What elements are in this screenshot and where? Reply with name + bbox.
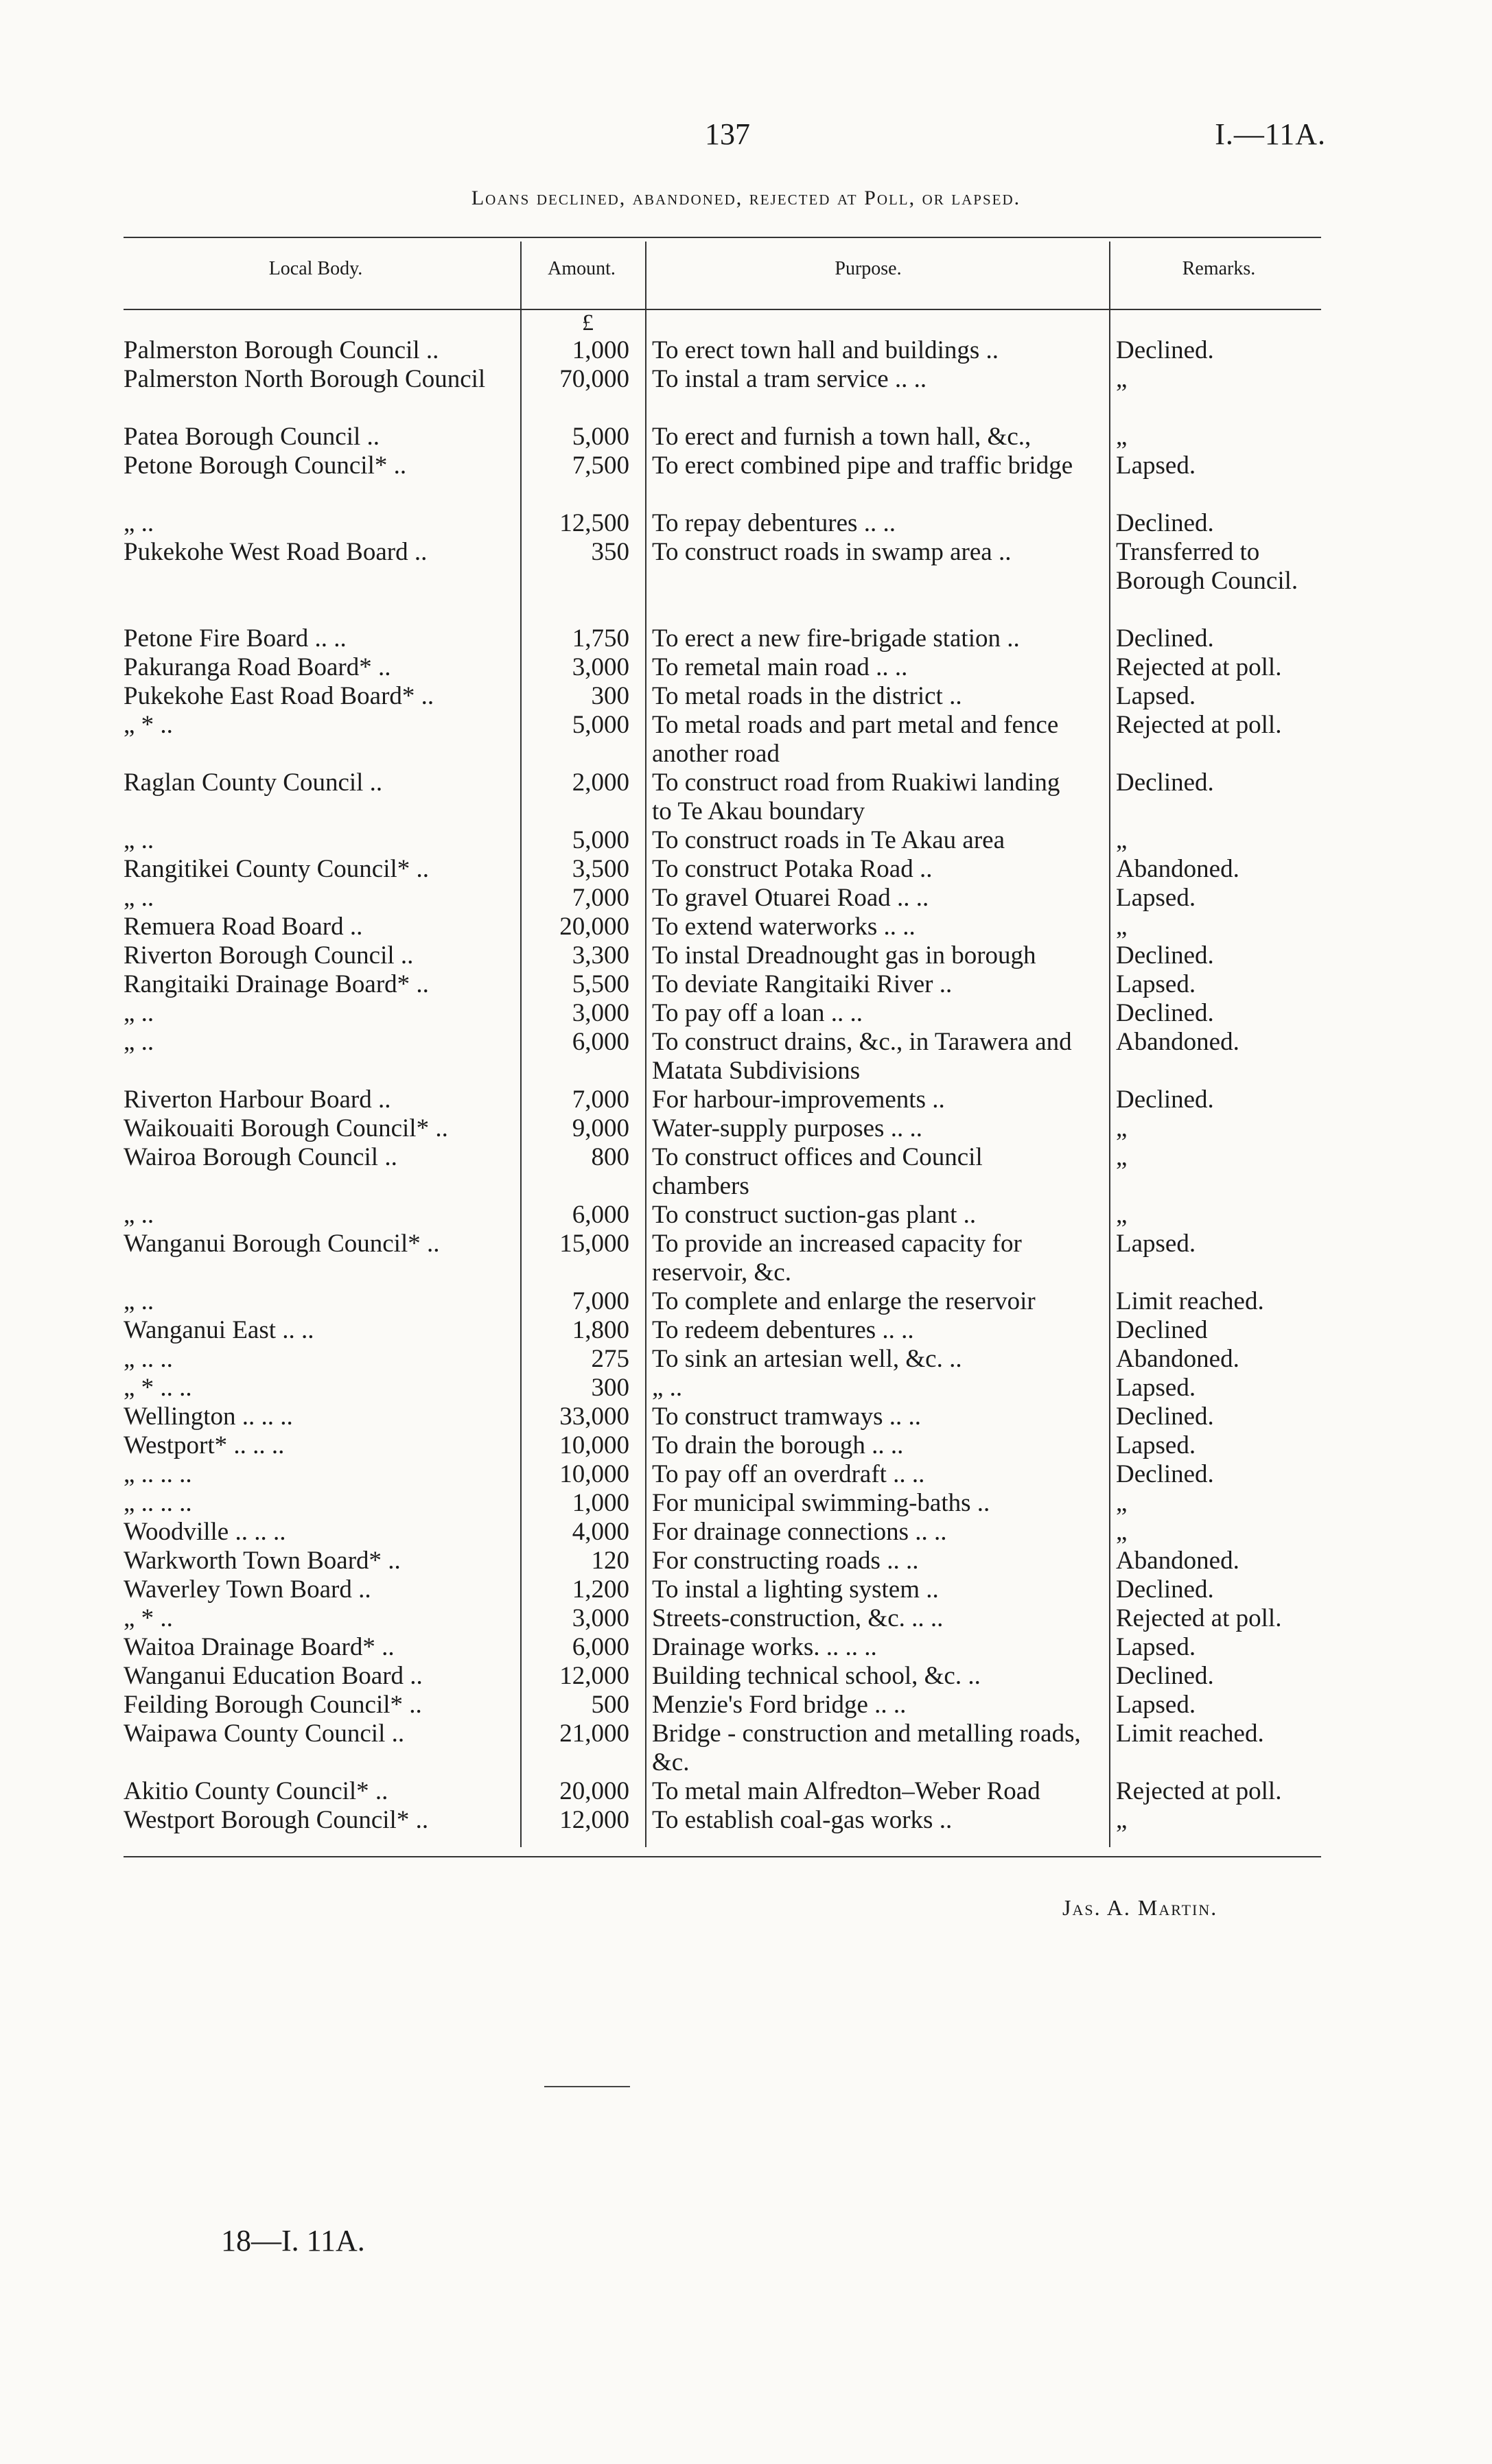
- amount-cell: 7,000: [572, 1086, 629, 1114]
- amount-cell: 4,000: [572, 1518, 629, 1546]
- table-row: [0, 1633, 1492, 1662]
- table-row: [0, 1230, 1492, 1287]
- amount-cell: 300: [591, 1374, 629, 1402]
- purpose-cell: To extend waterworks .. ..: [652, 913, 916, 941]
- amount-cell: 3,000: [572, 1604, 629, 1632]
- local-body-cell: Warkworth Town Board* ..: [124, 1547, 401, 1575]
- local-body-cell: Westport Borough Council* ..: [124, 1806, 429, 1834]
- purpose-cell: To remetal main road .. ..: [652, 653, 908, 681]
- amount-cell: 120: [591, 1547, 629, 1575]
- remarks-cell: Declined.: [1116, 1086, 1214, 1114]
- purpose-cell: To establish coal-gas works ..: [652, 1806, 953, 1834]
- purpose-cell: For municipal swimming-baths ..: [652, 1489, 990, 1517]
- local-body-cell: Akitio County Council* ..: [124, 1777, 388, 1805]
- purpose-cell: To construct suction-gas plant ..: [652, 1201, 977, 1229]
- purpose-cell: To metal roads and part metal and fence another road: [652, 711, 1059, 768]
- local-body-cell: „ * .. ..: [124, 1374, 192, 1402]
- document-title: Loans declined, abandoned, rejected at Poll, or lapsed.: [471, 187, 1021, 209]
- remarks-cell: Lapsed.: [1116, 682, 1196, 710]
- table-row: [0, 1604, 1492, 1633]
- local-body-cell: „ ..: [124, 1028, 154, 1056]
- remarks-cell: „: [1116, 423, 1128, 451]
- purpose-cell: Drainage works. .. .. ..: [652, 1633, 877, 1661]
- amount-cell: 350: [591, 538, 629, 566]
- column-header-local-body: Local Body.: [268, 258, 363, 279]
- amount-cell: 3,000: [572, 999, 629, 1027]
- remarks-cell: Declined.: [1116, 336, 1214, 364]
- table-row: [0, 423, 1492, 451]
- purpose-cell: For harbour-improvements ..: [652, 1086, 945, 1114]
- amount-cell: 21,000: [559, 1720, 629, 1748]
- remarks-cell: Lapsed.: [1116, 1633, 1196, 1661]
- remarks-cell: Lapsed.: [1116, 451, 1196, 480]
- purpose-cell: To erect and furnish a town hall, &c.,: [652, 423, 1031, 451]
- amount-cell: 1,000: [572, 336, 629, 364]
- local-body-cell: Waikouaiti Borough Council* ..: [124, 1114, 448, 1142]
- purpose-cell: To drain the borough .. ..: [652, 1431, 904, 1459]
- table-row: [0, 913, 1492, 941]
- remarks-cell: „: [1116, 1114, 1128, 1142]
- remarks-cell: Lapsed.: [1116, 970, 1196, 998]
- table-row: [0, 1201, 1492, 1230]
- table-row: [0, 884, 1492, 913]
- amount-cell: 9,000: [572, 1114, 629, 1142]
- header-bottom-rule: [124, 309, 1321, 310]
- amount-cell: 300: [591, 682, 629, 710]
- table-row: [0, 509, 1492, 538]
- table-row: [0, 653, 1492, 682]
- local-body-cell: Patea Borough Council ..: [124, 423, 380, 451]
- table-row: [0, 1374, 1492, 1403]
- table-row: [0, 826, 1492, 855]
- remarks-cell: Abandoned.: [1116, 1345, 1239, 1373]
- purpose-cell: To erect town hall and buildings ..: [652, 336, 999, 364]
- local-body-cell: „ .. .. ..: [124, 1460, 192, 1488]
- remarks-cell: Declined: [1116, 1316, 1208, 1344]
- purpose-cell: To construct tramways .. ..: [652, 1403, 921, 1431]
- local-body-cell: „ ..: [124, 826, 154, 854]
- amount-cell: 2,000: [572, 768, 629, 797]
- local-body-cell: Pakuranga Road Board* ..: [124, 653, 391, 681]
- remarks-cell: „: [1116, 1143, 1128, 1171]
- remarks-cell: Rejected at poll.: [1116, 653, 1282, 681]
- remarks-cell: Lapsed.: [1116, 884, 1196, 912]
- table-row: [0, 1806, 1492, 1835]
- purpose-cell: To instal Dreadnought gas in borough: [652, 941, 1036, 970]
- amount-cell: 33,000: [559, 1403, 629, 1431]
- local-body-cell: Feilding Borough Council* ..: [124, 1691, 422, 1719]
- remarks-cell: Declined.: [1116, 999, 1214, 1027]
- table-row: [0, 682, 1492, 711]
- local-body-cell: Wairoa Borough Council ..: [124, 1143, 397, 1171]
- page-number: 137: [705, 117, 750, 151]
- amount-cell: 20,000: [559, 913, 629, 941]
- local-body-cell: Rangitikei County Council* ..: [124, 855, 430, 883]
- table-row: [0, 1114, 1492, 1143]
- amount-cell: 3,300: [572, 941, 629, 970]
- amount-cell: 20,000: [559, 1777, 629, 1805]
- table-row: [0, 1431, 1492, 1460]
- amount-cell: 6,000: [572, 1028, 629, 1056]
- remarks-cell: Rejected at poll.: [1116, 1604, 1282, 1632]
- amount-cell: 12,000: [559, 1662, 629, 1690]
- amount-cell: 5,500: [572, 970, 629, 998]
- column-header-remarks: Remarks.: [1182, 258, 1256, 279]
- purpose-cell: To erect combined pipe and traffic bridge: [652, 451, 1073, 480]
- remarks-cell: „: [1116, 365, 1128, 393]
- local-body-cell: Petone Borough Council* ..: [124, 451, 407, 480]
- table-row: [0, 365, 1492, 423]
- local-body-cell: „ .. .. ..: [124, 1489, 192, 1517]
- remarks-cell: Lapsed.: [1116, 1691, 1196, 1719]
- purpose-cell: To construct drains, &c., in Tarawera and Matata Subdivisions: [652, 1028, 1072, 1085]
- purpose-cell: To instal a lighting system ..: [652, 1575, 939, 1604]
- table-row: [0, 451, 1492, 509]
- column-header-purpose: Purpose.: [835, 258, 902, 279]
- amount-cell: 500: [591, 1691, 629, 1719]
- purpose-cell: To construct roads in swamp area ..: [652, 538, 1012, 566]
- purpose-cell: To construct Potaka Road ..: [652, 855, 933, 883]
- remarks-cell: Declined.: [1116, 1403, 1214, 1431]
- local-body-cell: „ * ..: [124, 1604, 173, 1632]
- amount-cell: 1,000: [572, 1489, 629, 1517]
- separator-rule: [544, 2086, 630, 2087]
- local-body-cell: Riverton Borough Council ..: [124, 941, 414, 970]
- amount-cell: 1,200: [572, 1575, 629, 1604]
- local-body-cell: Waipawa County Council ..: [124, 1720, 405, 1748]
- footer-code: 18—I. 11A.: [221, 2224, 365, 2257]
- purpose-cell: To metal main Alfredton–Weber Road: [652, 1777, 1040, 1805]
- local-body-cell: „ ..: [124, 509, 154, 537]
- purpose-cell: To complete and enlarge the reservoir: [652, 1287, 1036, 1315]
- purpose-cell: For constructing roads .. ..: [652, 1547, 919, 1575]
- remarks-cell: Declined.: [1116, 941, 1214, 970]
- table-row: [0, 1518, 1492, 1547]
- amount-cell: 5,000: [572, 711, 629, 739]
- local-body-cell: Wanganui Borough Council* ..: [124, 1230, 440, 1258]
- table-row: [0, 1547, 1492, 1575]
- amount-cell: 1,800: [572, 1316, 629, 1344]
- local-body-cell: „ ..: [124, 999, 154, 1027]
- purpose-cell: To deviate Rangitaiki River ..: [652, 970, 953, 998]
- purpose-cell: To sink an artesian well, &c. ..: [652, 1345, 962, 1373]
- remarks-cell: Lapsed.: [1116, 1374, 1196, 1402]
- local-body-cell: „ ..: [124, 1201, 154, 1229]
- purpose-cell: To provide an increased capacity for reservoir, &c.: [652, 1230, 1022, 1287]
- purpose-cell: To construct roads in Te Akau area: [652, 826, 1005, 854]
- remarks-cell: „: [1116, 1201, 1128, 1229]
- purpose-cell: To gravel Otuarei Road .. ..: [652, 884, 929, 912]
- remarks-cell: Rejected at poll.: [1116, 1777, 1282, 1805]
- amount-cell: 6,000: [572, 1201, 629, 1229]
- purpose-cell: To metal roads in the district ..: [652, 682, 962, 710]
- purpose-cell: To repay debentures .. ..: [652, 509, 896, 537]
- table-row: [0, 1287, 1492, 1316]
- table-row: [0, 855, 1492, 884]
- amount-cell: 15,000: [559, 1230, 629, 1258]
- amount-cell: 12,500: [559, 509, 629, 537]
- amount-cell: 70,000: [559, 365, 629, 393]
- local-body-cell: Raglan County Council ..: [124, 768, 383, 797]
- local-body-cell: Woodville .. .. ..: [124, 1518, 286, 1546]
- table-bottom-rule: [124, 1856, 1321, 1857]
- purpose-cell: To construct road from Ruakiwi landing to Te Akau boundary: [652, 768, 1060, 825]
- local-body-cell: Palmerston North Borough Council: [124, 365, 486, 393]
- amount-cell: 5,000: [572, 826, 629, 854]
- remarks-cell: Abandoned.: [1116, 1028, 1239, 1056]
- table-row: [0, 1720, 1492, 1777]
- remarks-cell: Declined.: [1116, 768, 1214, 797]
- document-code: I.—11A.: [1215, 117, 1326, 151]
- purpose-cell: To instal a tram service .. ..: [652, 365, 927, 393]
- amount-cell: 3,000: [572, 653, 629, 681]
- local-body-cell: „ * ..: [124, 711, 173, 739]
- amount-cell: 275: [591, 1345, 629, 1373]
- local-body-cell: Petone Fire Board .. ..: [124, 624, 347, 653]
- remarks-cell: Limit reached.: [1116, 1720, 1264, 1748]
- table-row: [0, 1345, 1492, 1374]
- amount-cell: 7,500: [572, 451, 629, 480]
- remarks-cell: „: [1116, 826, 1128, 854]
- table-row: [0, 1460, 1492, 1489]
- remarks-cell: Declined.: [1116, 1460, 1214, 1488]
- local-body-cell: Pukekohe East Road Board* ..: [124, 682, 434, 710]
- purpose-cell: To construct offices and Council chambers: [652, 1143, 983, 1200]
- table-row: [0, 1575, 1492, 1604]
- local-body-cell: Rangitaiki Drainage Board* ..: [124, 970, 429, 998]
- table-row: [0, 1691, 1492, 1720]
- table-row: [0, 711, 1492, 768]
- table-row: [0, 1316, 1492, 1345]
- column-header-amount: Amount.: [548, 258, 616, 279]
- local-body-cell: Pukekohe West Road Board ..: [124, 538, 428, 566]
- local-body-cell: Riverton Harbour Board ..: [124, 1086, 391, 1114]
- purpose-cell: To pay off a loan .. ..: [652, 999, 863, 1027]
- remarks-cell: Transferred to Borough Council.: [1116, 538, 1298, 595]
- amount-cell: 10,000: [559, 1431, 629, 1459]
- local-body-cell: „ ..: [124, 1287, 154, 1315]
- local-body-cell: Wellington .. .. ..: [124, 1403, 293, 1431]
- remarks-cell: Declined.: [1116, 509, 1214, 537]
- local-body-cell: Palmerston Borough Council ..: [124, 336, 439, 364]
- remarks-cell: Lapsed.: [1116, 1431, 1196, 1459]
- local-body-cell: Wanganui East .. ..: [124, 1316, 314, 1344]
- local-body-cell: Waverley Town Board ..: [124, 1575, 371, 1604]
- table-row: [0, 1777, 1492, 1806]
- remarks-cell: Rejected at poll.: [1116, 711, 1282, 739]
- signature: Jas. A. Martin.: [1062, 1895, 1218, 1920]
- table-row: [0, 1662, 1492, 1691]
- table-row: [0, 768, 1492, 826]
- amount-cell: 3,500: [572, 855, 629, 883]
- purpose-cell: „ ..: [652, 1374, 683, 1402]
- amount-cell: 5,000: [572, 423, 629, 451]
- local-body-cell: „ ..: [124, 884, 154, 912]
- purpose-cell: Streets-construction, &c. .. ..: [652, 1604, 944, 1632]
- purpose-cell: Menzie's Ford bridge .. ..: [652, 1691, 907, 1719]
- amount-cell: 800: [591, 1143, 629, 1171]
- remarks-cell: Abandoned.: [1116, 855, 1239, 883]
- amount-cell: 7,000: [572, 884, 629, 912]
- table-row: [0, 970, 1492, 999]
- local-body-cell: Wanganui Education Board ..: [124, 1662, 423, 1690]
- local-body-cell: „ .. ..: [124, 1345, 173, 1373]
- table-row: [0, 624, 1492, 653]
- amount-cell: 1,750: [572, 624, 629, 653]
- remarks-cell: Abandoned.: [1116, 1547, 1239, 1575]
- table-row: [0, 336, 1492, 365]
- remarks-cell: Declined.: [1116, 1662, 1214, 1690]
- purpose-cell: Water-supply purposes .. ..: [652, 1114, 922, 1142]
- currency-symbol: £: [582, 310, 594, 336]
- remarks-cell: Limit reached.: [1116, 1287, 1264, 1315]
- local-body-cell: Remuera Road Board ..: [124, 913, 363, 941]
- table-row: [0, 1086, 1492, 1114]
- remarks-cell: Declined.: [1116, 624, 1214, 653]
- purpose-cell: For drainage connections .. ..: [652, 1518, 947, 1546]
- table-row: [0, 538, 1492, 624]
- remarks-cell: Lapsed.: [1116, 1230, 1196, 1258]
- purpose-cell: To redeem debentures .. ..: [652, 1316, 914, 1344]
- remarks-cell: „: [1116, 913, 1128, 941]
- table-row: [0, 1403, 1492, 1431]
- purpose-cell: To pay off an overdraft .. ..: [652, 1460, 925, 1488]
- purpose-cell: Building technical school, &c. ..: [652, 1662, 981, 1690]
- table-row: [0, 1028, 1492, 1086]
- table-row: [0, 941, 1492, 970]
- remarks-cell: „: [1116, 1489, 1128, 1517]
- local-body-cell: Westport* .. .. ..: [124, 1431, 285, 1459]
- amount-cell: 10,000: [559, 1460, 629, 1488]
- remarks-cell: „: [1116, 1518, 1128, 1546]
- amount-cell: 6,000: [572, 1633, 629, 1661]
- loans-table: [0, 336, 1492, 1835]
- remarks-cell: „: [1116, 1806, 1128, 1834]
- amount-cell: 7,000: [572, 1287, 629, 1315]
- amount-cell: 12,000: [559, 1806, 629, 1834]
- purpose-cell: To erect a new fire-brigade station ..: [652, 624, 1020, 653]
- remarks-cell: Declined.: [1116, 1575, 1214, 1604]
- table-row: [0, 999, 1492, 1028]
- table-row: [0, 1489, 1492, 1518]
- local-body-cell: Waitoa Drainage Board* ..: [124, 1633, 395, 1661]
- purpose-cell: Bridge - construction and metalling roads, &c.: [652, 1720, 1081, 1776]
- table-row: [0, 1143, 1492, 1201]
- header-top-rule: [124, 237, 1321, 238]
